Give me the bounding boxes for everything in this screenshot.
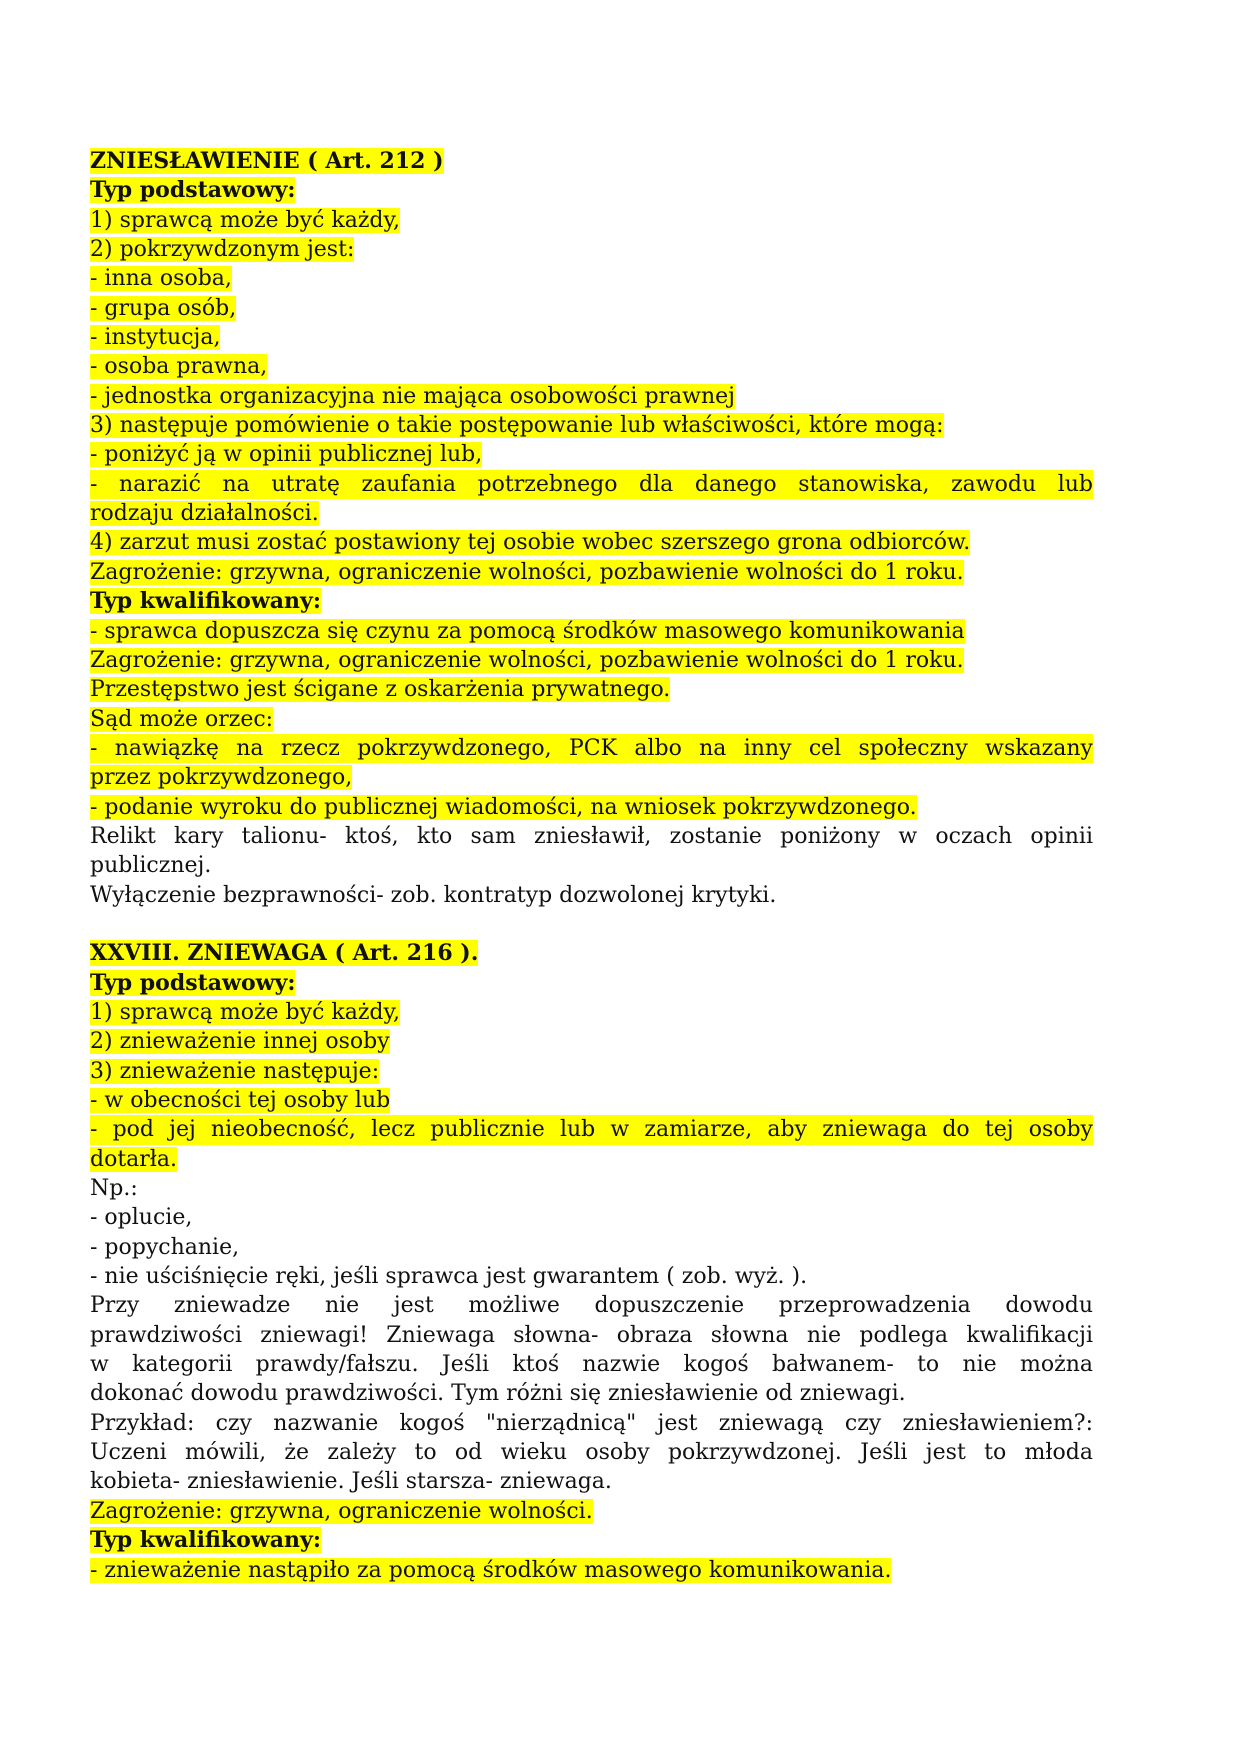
list-item: - narazić na utratę zaufania potrzebnego dla danego stanowiska, zawodu lub bbox=[90, 470, 1093, 499]
paragraph-continuation: publicznej. bbox=[90, 853, 212, 879]
list-item: - podanie wyroku do publicznej wiadomości, na wniosek pokrzywdzonego. bbox=[90, 794, 917, 820]
penalty-text: Zagrożenie: grzywna, ograniczenie wolności. bbox=[90, 1498, 593, 1524]
list-item: 1) sprawcą może być każdy, bbox=[90, 207, 400, 233]
paragraph: Przykład: czy nazwanie kogoś "nierządnicą" jest zniewagą czy zniesławieniem?: bbox=[90, 1410, 1093, 1436]
section-heading: XXVIII. ZNIEWAGA ( Art. 216 ). bbox=[90, 940, 479, 967]
paragraph: Przy zniewadze nie jest możliwe dopuszczenie przeprowadzenia dowodu bbox=[90, 1293, 1093, 1319]
paragraph: Np.: bbox=[90, 1176, 138, 1202]
list-item: - poniżyć ją w opinii publicznej lub, bbox=[90, 442, 483, 468]
paragraph-continuation: prawdziwości zniewagi! Zniewaga słowna- obraza słowna nie podlega kwalifikacji bbox=[90, 1322, 1093, 1348]
paragraph-continuation: dokonać dowodu prawdziwości. Tym różni się zniesławienie od zniewagi. bbox=[90, 1381, 906, 1407]
list-item: - nawiązkę na rzecz pokrzywdzonego, PCK albo na inny cel społeczny wskazany bbox=[90, 734, 1093, 763]
list-item: - popychanie, bbox=[90, 1234, 240, 1260]
section-heading: ZNIESŁAWIENIE ( Art. 212 ) bbox=[90, 148, 444, 174]
list-item-continuation: przez pokrzywdzonego, bbox=[90, 765, 353, 791]
list-item: - oplucie, bbox=[90, 1205, 193, 1231]
list-item: - nie uściśnięcie ręki, jeśli sprawca jest gwarantem ( zob. wyż. ). bbox=[90, 1264, 808, 1290]
list-item: 4) zarzut musi zostać postawiony tej osobie wobec szerszego grona odbiorców. bbox=[90, 530, 971, 556]
list-item: 2) znieważenie innej osoby bbox=[90, 1029, 390, 1055]
subheading-basic-type: Typ podstawowy: bbox=[90, 969, 296, 996]
paragraph: Wyłączenie bezprawności- zob. kontratyp dozwolonej krytyki. bbox=[90, 882, 777, 908]
list-item-continuation: dotarła. bbox=[90, 1146, 178, 1172]
list-item: - pod jej nieobecność, lecz publicznie lub w zamiarze, aby zniewaga do tej osoby bbox=[90, 1115, 1093, 1144]
list-item: - inna osoba, bbox=[90, 266, 232, 292]
paragraph: Sąd może orzec: bbox=[90, 706, 274, 732]
list-item: - instytucja, bbox=[90, 325, 221, 351]
list-item: - w obecności tej osoby lub bbox=[90, 1088, 391, 1113]
list-item: 3) znieważenie następuje: bbox=[90, 1058, 380, 1084]
list-item: - jednostka organizacyjna nie mająca osobowości prawnej bbox=[90, 383, 736, 409]
section-spacer bbox=[90, 910, 1093, 939]
paragraph: Relikt kary talionu- ktoś, kto sam zniesławił, zostanie poniżony w oczach opinii bbox=[90, 823, 1093, 849]
list-item: - znieważenie nastąpiło za pomocą środków masowego komunikowania. bbox=[90, 1557, 892, 1583]
paragraph-continuation: kobieta- zniesławienie. Jeśli starsza- zniewaga. bbox=[90, 1469, 612, 1495]
list-item: 2) pokrzywdzonym jest: bbox=[90, 237, 355, 263]
paragraph-continuation: w kategorii prawdy/fałszu. Jeśli ktoś nazwie kogoś bałwanem- to nie można bbox=[90, 1352, 1093, 1378]
penalty-text: Zagrożenie: grzywna, ograniczenie wolności, pozbawienie wolności do 1 roku. bbox=[90, 559, 964, 585]
subheading-basic-type: Typ podstawowy: bbox=[90, 177, 296, 204]
list-item: - osoba prawna, bbox=[90, 354, 268, 380]
list-item: 1) sprawcą może być każdy, bbox=[90, 999, 400, 1025]
list-item: - grupa osób, bbox=[90, 295, 237, 321]
list-item: - sprawca dopuszcza się czynu za pomocą środków masowego komunikowania bbox=[90, 618, 965, 644]
subheading-qualified-type: Typ kwalifikowany: bbox=[90, 588, 321, 615]
paragraph-continuation: Uczeni mówili, że zależy to od wieku osoby pokrzywdzonej. Jeśli jest to młoda bbox=[90, 1440, 1093, 1466]
paragraph: Przestępstwo jest ścigane z oskarżenia prywatnego. bbox=[90, 677, 671, 703]
list-item-continuation: rodzaju działalności. bbox=[90, 501, 319, 527]
list-item: 3) następuje pomówienie o takie postępowanie lub właściwości, które mogą: bbox=[90, 413, 944, 439]
document-page bbox=[90, 147, 1093, 1585]
subheading-qualified-type: Typ kwalifikowany: bbox=[90, 1527, 321, 1554]
penalty-text: Zagrożenie: grzywna, ograniczenie wolności, pozbawienie wolności do 1 roku. bbox=[90, 647, 964, 673]
